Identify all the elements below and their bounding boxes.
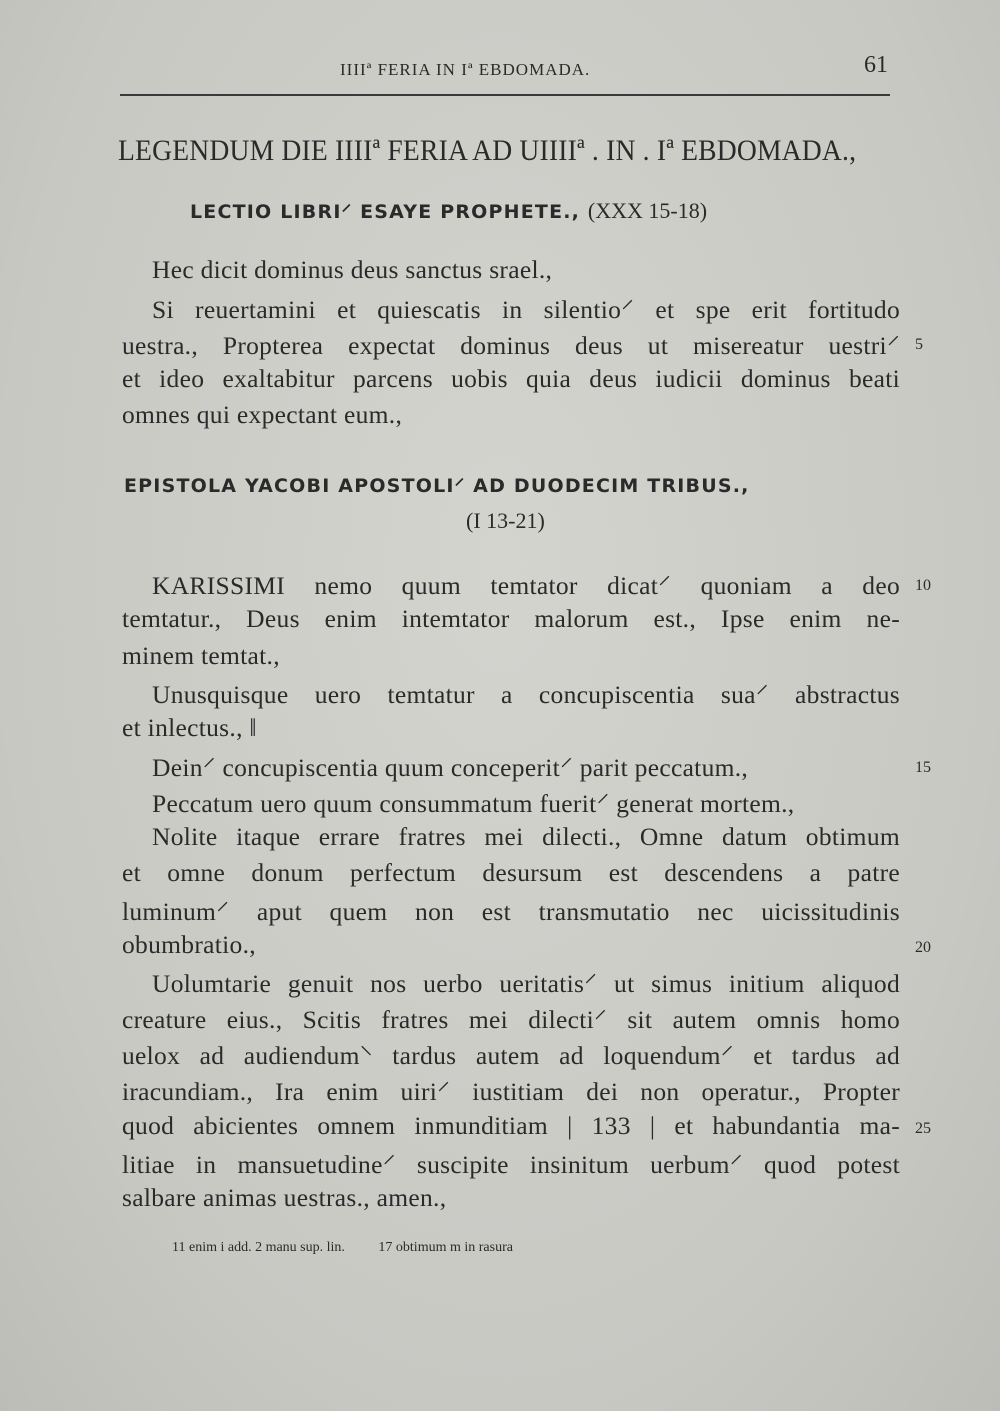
- text-line: Nolite itaque errare fratres mei dilecti., Omne datum obtimum: [152, 822, 900, 851]
- line-number: 25: [915, 1120, 931, 1137]
- line-number: 20: [915, 939, 931, 956]
- text-line: litiae in mansuetudine⸍ suscipite insinitum uerbum⸍ quod potest: [122, 1150, 900, 1179]
- text-line: uelox ad audiendum⸌ tardus autem ad loquendum⸍ et tardus ad: [122, 1041, 900, 1070]
- text-line: uestra., Propterea expectat dominus deus ut misereatur uestri⸍: [122, 331, 900, 360]
- text-line: et ideo exaltabitur parcens uobis quia deus iudicii dominus beati: [122, 364, 900, 393]
- text-line: et omne donum perfectum desursum est descendens a patre: [122, 858, 900, 887]
- header-rule: [120, 94, 890, 96]
- text-line: KARISSIMI nemo quum temtator dicat⸍ quoniam a deo: [152, 571, 900, 600]
- text-line: salbare animas uestras., amen.,: [122, 1183, 447, 1212]
- running-title: IIIIª FERIA IN Iª EBDOMADA.: [340, 60, 591, 79]
- section-heading-lectio: [190, 198, 707, 224]
- section-heading-epistola: EPISTOLA YACOBI APOSTOLI⸍ AD DUODECIM TRIBUS.,: [124, 475, 750, 497]
- text-line: luminum⸍ aput quem non est transmutatio nec uicissitudinis: [122, 897, 900, 926]
- text-line: Dein⸍ concupiscentia quum conceperit⸍ parit peccatum.,: [152, 753, 749, 782]
- lectio-reference: (XXX 15-18): [587, 198, 708, 223]
- text-line: et inlectus., ‖: [122, 713, 257, 742]
- line-number: 15: [915, 759, 931, 776]
- text-line: omnes qui expectant eum.,: [122, 400, 403, 429]
- running-head: [120, 52, 890, 88]
- page-number: 61: [864, 52, 888, 78]
- text-line: Hec dicit dominus deus sanctus srael.,: [152, 255, 553, 284]
- text-line: minem temtat.,: [122, 641, 280, 670]
- text-line: Si reuertamini et quiescatis in silentio⸍ et spe erit fortitudo: [152, 295, 900, 324]
- text-line: temtatur., Deus enim intemtator malorum est., Ipse enim ne-: [122, 604, 900, 633]
- footnotes: [172, 1240, 513, 1256]
- text-line: Peccatum uero quum consummatum fuerit⸍ generat mortem.,: [152, 789, 795, 818]
- text-line: iracundiam., Ira enim uiri⸍ iustitiam dei non operatur., Propter: [122, 1077, 900, 1106]
- line-number: 10: [915, 577, 931, 594]
- lectio-title: LECTIO LIBRI⸍ ESAYE PROPHETE.,: [190, 201, 581, 223]
- epistola-reference-line: [466, 508, 545, 534]
- text-line: creature eius., Scitis fratres mei dilecti⸍ sit autem omnis homo: [122, 1005, 900, 1034]
- text-line: Unusquisque uero temtatur a concupiscentia sua⸍ abstractus: [152, 680, 900, 709]
- main-heading: LEGENDUM DIE IIIIª FERIA AD UIIIIª . IN . Iª EBDOMADA.,: [118, 134, 857, 167]
- footnote: 17 obtimum m in rasura: [378, 1240, 513, 1255]
- line-number: 5: [915, 336, 923, 353]
- text-line: quod abicientes omnem inmunditiam | 133 | et habundantia ma-: [122, 1111, 900, 1140]
- epistola-reference: (I 13-21): [466, 508, 545, 533]
- footnote: 11 enim i add. 2 manu sup. lin.: [172, 1240, 345, 1255]
- text-line: Uolumtarie genuit nos uerbo ueritatis⸍ ut simus initium aliquod: [152, 969, 900, 998]
- text-line: obumbratio.,: [122, 930, 256, 959]
